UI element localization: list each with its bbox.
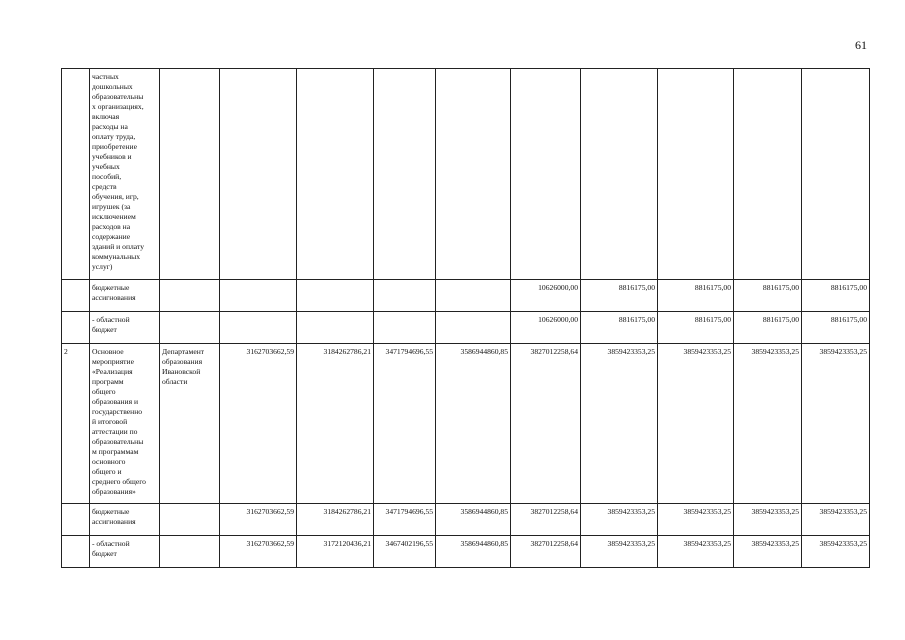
cell-value: 3859423353,25 <box>734 536 802 568</box>
cell-index: 2 <box>62 344 90 504</box>
cell-value: 3859423353,25 <box>802 344 870 504</box>
cell-name: - областной бюджет <box>90 536 160 568</box>
table-row-budget-allocations <box>62 280 870 312</box>
cell-value: 3827012258,64 <box>511 344 581 504</box>
cell-executor <box>160 69 220 280</box>
cell-executor <box>160 504 220 536</box>
cell-value <box>220 312 297 344</box>
cell-value: 3859423353,25 <box>734 504 802 536</box>
cell-value <box>436 312 511 344</box>
cell-name: бюджетные ассигнования <box>90 280 160 312</box>
cell-index <box>62 280 90 312</box>
cell-index <box>62 504 90 536</box>
cell-executor <box>160 312 220 344</box>
cell-value: 3859423353,25 <box>581 504 658 536</box>
cell-value: 3859423353,25 <box>802 504 870 536</box>
table-row-main-activity <box>62 344 870 504</box>
budget-table <box>61 68 870 568</box>
cell-value <box>220 280 297 312</box>
cell-value <box>374 69 436 280</box>
cell-value: 3471794696,55 <box>374 344 436 504</box>
cell-value: 3586944860,85 <box>436 536 511 568</box>
page-number: 61 <box>855 38 867 52</box>
cell-value: 3162703662,59 <box>220 536 297 568</box>
cell-value: 10626000,00 <box>511 312 581 344</box>
cell-name: Основное мероприятие «Реализация программ общего образования и государственно й итоговой аттестации по образовательны м программам основного общего и среднего общего образования» <box>90 344 160 504</box>
cell-value: 8816175,00 <box>581 312 658 344</box>
cell-value: 3184262786,21 <box>297 504 374 536</box>
cell-value: 3467402196,55 <box>374 536 436 568</box>
cell-value: 3172120436,21 <box>297 536 374 568</box>
cell-value: 3162703662,59 <box>220 504 297 536</box>
cell-executor: Департамент образования Ивановской области <box>160 344 220 504</box>
cell-value: 8816175,00 <box>581 280 658 312</box>
cell-value: 3827012258,64 <box>511 536 581 568</box>
cell-value: 3586944860,85 <box>436 504 511 536</box>
cell-value: 8816175,00 <box>658 280 734 312</box>
cell-value <box>220 69 297 280</box>
cell-value: 8816175,00 <box>734 312 802 344</box>
cell-value: 8816175,00 <box>734 280 802 312</box>
cell-name: - областной бюджет <box>90 312 160 344</box>
cell-index <box>62 69 90 280</box>
cell-value: 8816175,00 <box>658 312 734 344</box>
cell-value <box>734 69 802 280</box>
cell-executor <box>160 536 220 568</box>
cell-value <box>374 280 436 312</box>
cell-value: 3586944860,85 <box>436 344 511 504</box>
cell-value: 3859423353,25 <box>658 344 734 504</box>
cell-value: 3859423353,25 <box>581 344 658 504</box>
cell-value <box>374 312 436 344</box>
cell-value: 8816175,00 <box>802 312 870 344</box>
cell-value: 3859423353,25 <box>802 536 870 568</box>
cell-value <box>436 69 511 280</box>
table-row-regional-budget <box>62 312 870 344</box>
cell-value: 3859423353,25 <box>734 344 802 504</box>
cell-value: 3471794696,55 <box>374 504 436 536</box>
cell-value: 3859423353,25 <box>658 536 734 568</box>
cell-index <box>62 536 90 568</box>
cell-value <box>658 69 734 280</box>
cell-value: 10626000,00 <box>511 280 581 312</box>
table-row-continuation <box>62 69 870 280</box>
cell-value <box>436 280 511 312</box>
table-row-budget-allocations <box>62 504 870 536</box>
cell-value <box>581 69 658 280</box>
cell-name: бюджетные ассигнования <box>90 504 160 536</box>
cell-value: 3827012258,64 <box>511 504 581 536</box>
cell-name: частных дошкольных образовательны х организациях, включая расходы на оплату труда, приобретение учебников и учебных пособий, средств обучения, игр, игрушек (за исключением расходов на содержание зданий и оплату коммунальных услуг) <box>90 69 160 280</box>
table-row-regional-budget <box>62 536 870 568</box>
cell-executor <box>160 280 220 312</box>
cell-value: 3162703662,59 <box>220 344 297 504</box>
cell-value <box>297 280 374 312</box>
cell-value <box>511 69 581 280</box>
cell-value: 3859423353,25 <box>658 504 734 536</box>
cell-value <box>297 312 374 344</box>
cell-index <box>62 312 90 344</box>
cell-value: 8816175,00 <box>802 280 870 312</box>
cell-value: 3184262786,21 <box>297 344 374 504</box>
cell-value <box>297 69 374 280</box>
cell-value <box>802 69 870 280</box>
cell-value: 3859423353,25 <box>581 536 658 568</box>
